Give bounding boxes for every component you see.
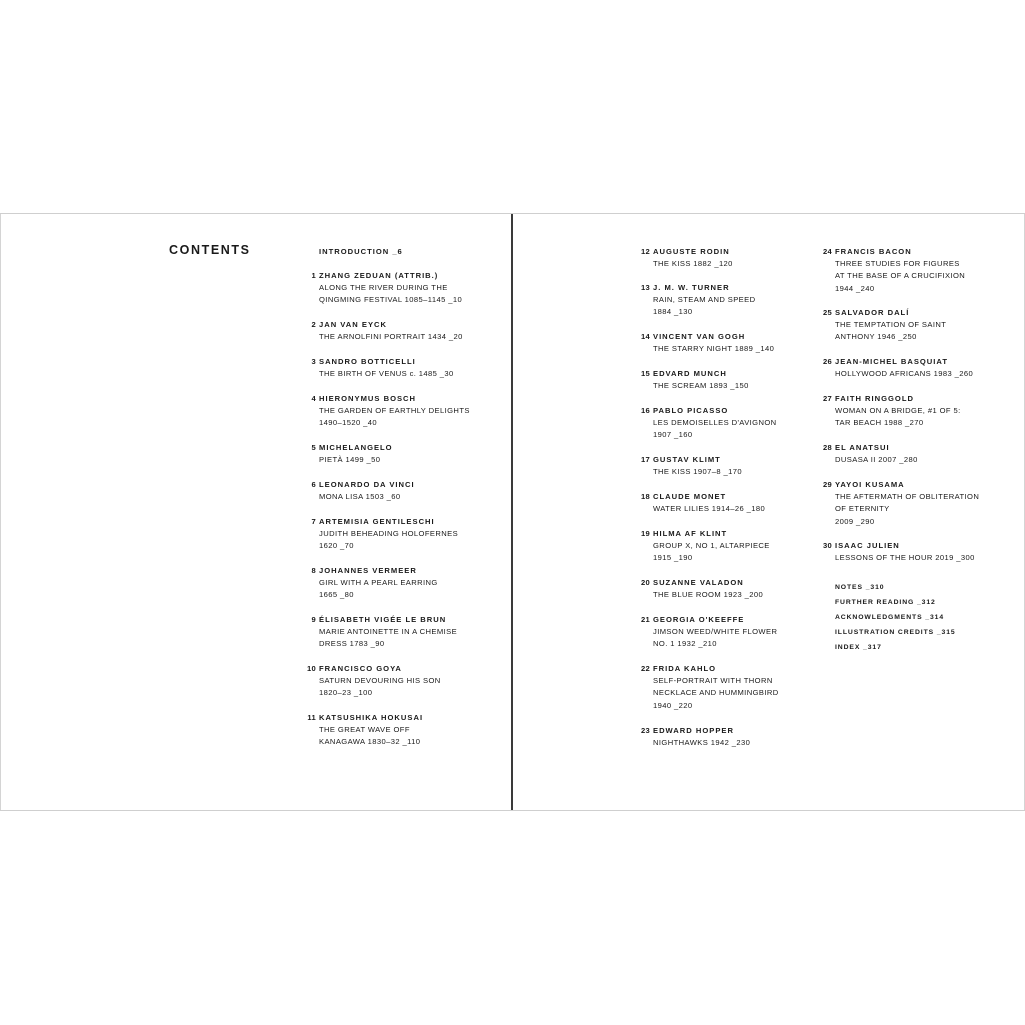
entry-title-line: 2009 _290 <box>835 516 875 526</box>
entry-title-line: THE KISS 1907–8 _170 <box>653 467 743 476</box>
entry-title-line: SATURN DEVOURING HIS SON <box>319 676 441 685</box>
entry-title-line: GIRL WITH A PEARL EARRING <box>319 578 438 587</box>
entry-title-line: NECKLACE AND HUMMINGBIRD <box>653 688 779 698</box>
entry-title-line: 1907 _160 <box>653 430 693 440</box>
entry-number: 3 <box>311 357 316 366</box>
entry-title-line: THE GARDEN OF EARTHLY DELIGHTS <box>319 406 470 415</box>
entry-title-line: TAR BEACH 1988 _270 <box>835 418 924 428</box>
entry-title-line: OF ETERNITY <box>835 504 890 514</box>
entry-artist: EDWARD HOPPER <box>653 726 734 735</box>
entry-title-line: HOLLYWOOD AFRICANS 1983 _260 <box>835 369 974 378</box>
contents-entry[interactable] <box>311 442 393 466</box>
entry-title-line: DUSASA II 2007 _280 <box>835 455 918 464</box>
entry-title-line: 1915 _190 <box>653 553 693 563</box>
contents-entry[interactable] <box>306 663 441 700</box>
entry-title-line: RAIN, STEAM AND SPEED <box>653 295 756 304</box>
entry-title-line: 1940 _220 <box>653 700 693 710</box>
entry-number: 27 <box>822 394 832 403</box>
entry-number: 29 <box>822 480 832 489</box>
entry-number: 15 <box>640 369 650 378</box>
contents-entry[interactable] <box>311 356 454 380</box>
contents-entry[interactable] <box>640 577 764 601</box>
entry-title-line: THE BLUE ROOM 1923 _200 <box>653 590 764 599</box>
entry-title-line: THE TEMPTATION OF SAINT <box>835 320 947 329</box>
entry-number: 13 <box>640 283 650 292</box>
entry-title-line: THE AFTERMATH OF OBLITERATION <box>835 492 980 501</box>
entry-artist: YAYOI KUSAMA <box>835 480 905 489</box>
back-matter-item[interactable]: FURTHER READING _312 <box>835 599 936 606</box>
entry-number: 24 <box>822 247 832 256</box>
entry-artist: PABLO PICASSO <box>653 406 729 415</box>
contents-entry[interactable] <box>822 540 975 564</box>
entry-number: 8 <box>311 566 316 575</box>
entry-title-line: THE GREAT WAVE OFF <box>319 725 410 734</box>
entry-title-line: NO. 1 1932 _210 <box>653 639 717 649</box>
contents-entry[interactable] <box>640 725 751 749</box>
entry-title-line: PIETÀ 1499 _50 <box>319 455 381 464</box>
contents-entry[interactable] <box>822 442 918 466</box>
contents-entry[interactable] <box>307 712 424 749</box>
entry-artist: GUSTAV KLIMT <box>653 455 721 464</box>
entry-title-line: 1620 _70 <box>319 541 354 551</box>
contents-entry[interactable] <box>311 319 463 343</box>
contents-entry[interactable] <box>311 614 458 651</box>
entry-artist: SALVADOR DALÍ <box>835 308 910 317</box>
entry-title-line: 1884 _130 <box>653 307 693 317</box>
entry-artist: ARTEMISIA GENTILESCHI <box>319 517 435 526</box>
entry-artist: FAITH RINGGOLD <box>835 394 914 403</box>
entry-number: 11 <box>307 713 316 722</box>
entry-artist: JOHANNES VERMEER <box>319 566 417 575</box>
entry-title-line: SELF-PORTRAIT WITH THORN <box>653 676 773 685</box>
entry-title-line: QINGMING FESTIVAL 1085–1145 _10 <box>319 295 463 305</box>
entry-title-line: NIGHTHAWKS 1942 _230 <box>653 738 751 747</box>
contents-entry[interactable] <box>822 393 961 430</box>
contents-entry[interactable] <box>822 479 980 528</box>
entry-artist: SUZANNE VALADON <box>653 578 744 587</box>
entry-title-line: ALONG THE RIVER DURING THE <box>319 283 448 292</box>
back-matter-item[interactable]: ACKNOWLEDGMENTS _314 <box>835 614 945 621</box>
contents-entry[interactable] <box>640 246 733 270</box>
contents-entry[interactable] <box>822 246 966 295</box>
entry-number: 9 <box>311 615 316 624</box>
contents-entry[interactable] <box>640 368 749 392</box>
contents-entry[interactable] <box>822 356 974 380</box>
entry-title-line: THE ARNOLFINI PORTRAIT 1434 _20 <box>319 332 463 341</box>
contents-entry[interactable] <box>640 614 778 651</box>
entry-artist: JEAN-MICHEL BASQUIAT <box>835 357 948 366</box>
entry-number: 22 <box>640 664 650 673</box>
right-page <box>513 214 1025 810</box>
entry-title-line: 1490–1520 _40 <box>319 418 377 428</box>
entry-title-line: ANTHONY 1946 _250 <box>835 332 917 342</box>
entry-title-line: JUDITH BEHEADING HOLOFERNES <box>319 529 459 538</box>
contents-entry[interactable] <box>311 270 463 307</box>
entry-title-line: DRESS 1783 _90 <box>319 639 385 649</box>
back-matter-item[interactable]: NOTES _310 <box>835 584 885 591</box>
contents-entry[interactable] <box>640 454 743 478</box>
entry-artist: ISAAC JULIEN <box>835 541 900 550</box>
entry-title-line: THE BIRTH OF VENUS c. 1485 _30 <box>319 369 454 378</box>
entry-artist: ÉLISABETH VIGÉE LE BRUN <box>319 615 447 624</box>
entry-artist: FRANCIS BACON <box>835 247 912 256</box>
entry-title-line: AT THE BASE OF A CRUCIFIXION <box>835 271 966 281</box>
contents-entry[interactable] <box>311 479 415 503</box>
contents-entry[interactable] <box>640 663 779 712</box>
entry-artist: GEORGIA O'KEEFFE <box>653 615 745 624</box>
entry-artist: CLAUDE MONET <box>653 492 727 501</box>
entry-number: 14 <box>640 332 650 341</box>
entry-artist: VINCENT VAN GOGH <box>653 332 746 341</box>
entry-artist: FRIDA KAHLO <box>653 664 717 673</box>
entry-title-line: JIMSON WEED/WHITE FLOWER <box>653 627 778 636</box>
entry-artist: KATSUSHIKA HOKUSAI <box>319 713 424 722</box>
entry-title-line: LESSONS OF THE HOUR 2019 _300 <box>835 553 975 562</box>
entry-number: 1 <box>311 271 316 280</box>
contents-entry[interactable] <box>311 516 459 553</box>
entry-number: 6 <box>311 480 316 489</box>
entry-number: 7 <box>311 517 316 526</box>
back-matter-item[interactable]: ILLUSTRATION CREDITS _315 <box>835 629 956 636</box>
entry-number: 16 <box>640 406 650 415</box>
contents-entry[interactable] <box>640 331 775 355</box>
entry-number: 20 <box>640 578 650 587</box>
entry-number: 28 <box>822 443 832 452</box>
entry-artist: HIERONYMUS BOSCH <box>319 394 417 403</box>
entry-number: 25 <box>822 308 832 317</box>
entry-number: 10 <box>306 664 316 673</box>
contents-entry[interactable] <box>311 393 470 430</box>
entry-number: 26 <box>822 357 832 366</box>
entry-artist: SANDRO BOTTICELLI <box>319 357 416 366</box>
left-page <box>0 214 512 810</box>
entry-artist: LEONARDO DA VINCI <box>319 480 415 489</box>
contents-entry[interactable] <box>640 528 770 565</box>
entry-number: 4 <box>311 394 316 403</box>
entry-title-line: KANAGAWA 1830–32 _110 <box>319 737 421 747</box>
entry-title-line: THE STARRY NIGHT 1889 _140 <box>653 344 775 353</box>
contents-entry[interactable] <box>640 405 777 442</box>
entry-title-line: THE KISS 1882 _120 <box>653 259 733 268</box>
entry-artist: EL ANATSUI <box>835 443 890 452</box>
entry-number: 17 <box>640 455 650 464</box>
entry-title-line: 1944 _240 <box>835 283 875 293</box>
contents-entry[interactable] <box>822 307 947 344</box>
entry-artist: JAN VAN EYCK <box>319 320 387 329</box>
entry-number: 19 <box>640 529 650 538</box>
entry-artist: HILMA AF KLINT <box>653 529 728 538</box>
entry-number: 2 <box>311 320 316 329</box>
contents-entry[interactable] <box>640 282 756 319</box>
entry-number: 12 <box>640 247 650 256</box>
entry-title-line: THE SCREAM 1893 _150 <box>653 381 749 390</box>
entry-artist: AUGUSTE RODIN <box>653 247 730 256</box>
book-spread <box>0 213 1025 811</box>
introduction-entry: INTRODUCTION _6 <box>319 247 403 256</box>
entry-number: 23 <box>640 726 650 735</box>
back-matter-item[interactable]: INDEX _317 <box>835 644 882 651</box>
entry-number: 5 <box>311 443 316 452</box>
entry-title-line: MONA LISA 1503 _60 <box>319 492 401 501</box>
entry-title-line: 1820–23 _100 <box>319 688 373 698</box>
contents-entry[interactable] <box>311 565 438 602</box>
entry-title-line: 1665 _80 <box>319 590 354 600</box>
entry-artist: FRANCISCO GOYA <box>319 664 402 673</box>
entry-title-line: MARIE ANTOINETTE IN A CHEMISE <box>319 627 458 636</box>
entry-artist: J. M. W. TURNER <box>653 283 730 292</box>
entry-number: 21 <box>640 615 650 624</box>
entry-artist: EDVARD MUNCH <box>653 369 727 378</box>
entry-title-line: WOMAN ON A BRIDGE, #1 OF 5: <box>835 406 961 415</box>
entry-title-line: LES DEMOISELLES D'AVIGNON <box>653 418 777 427</box>
entry-artist: ZHANG ZEDUAN (ATTRIB.) <box>319 271 439 280</box>
entry-title-line: THREE STUDIES FOR FIGURES <box>835 259 960 268</box>
contents-entry[interactable] <box>640 491 766 515</box>
entry-number: 18 <box>640 492 650 501</box>
entry-artist: MICHELANGELO <box>319 443 393 452</box>
entry-title-line: GROUP X, NO 1, ALTARPIECE <box>653 541 770 550</box>
entry-title-line: WATER LILIES 1914–26 _180 <box>653 504 766 513</box>
contents-heading: CONTENTS <box>169 243 251 257</box>
entry-number: 30 <box>822 541 832 550</box>
